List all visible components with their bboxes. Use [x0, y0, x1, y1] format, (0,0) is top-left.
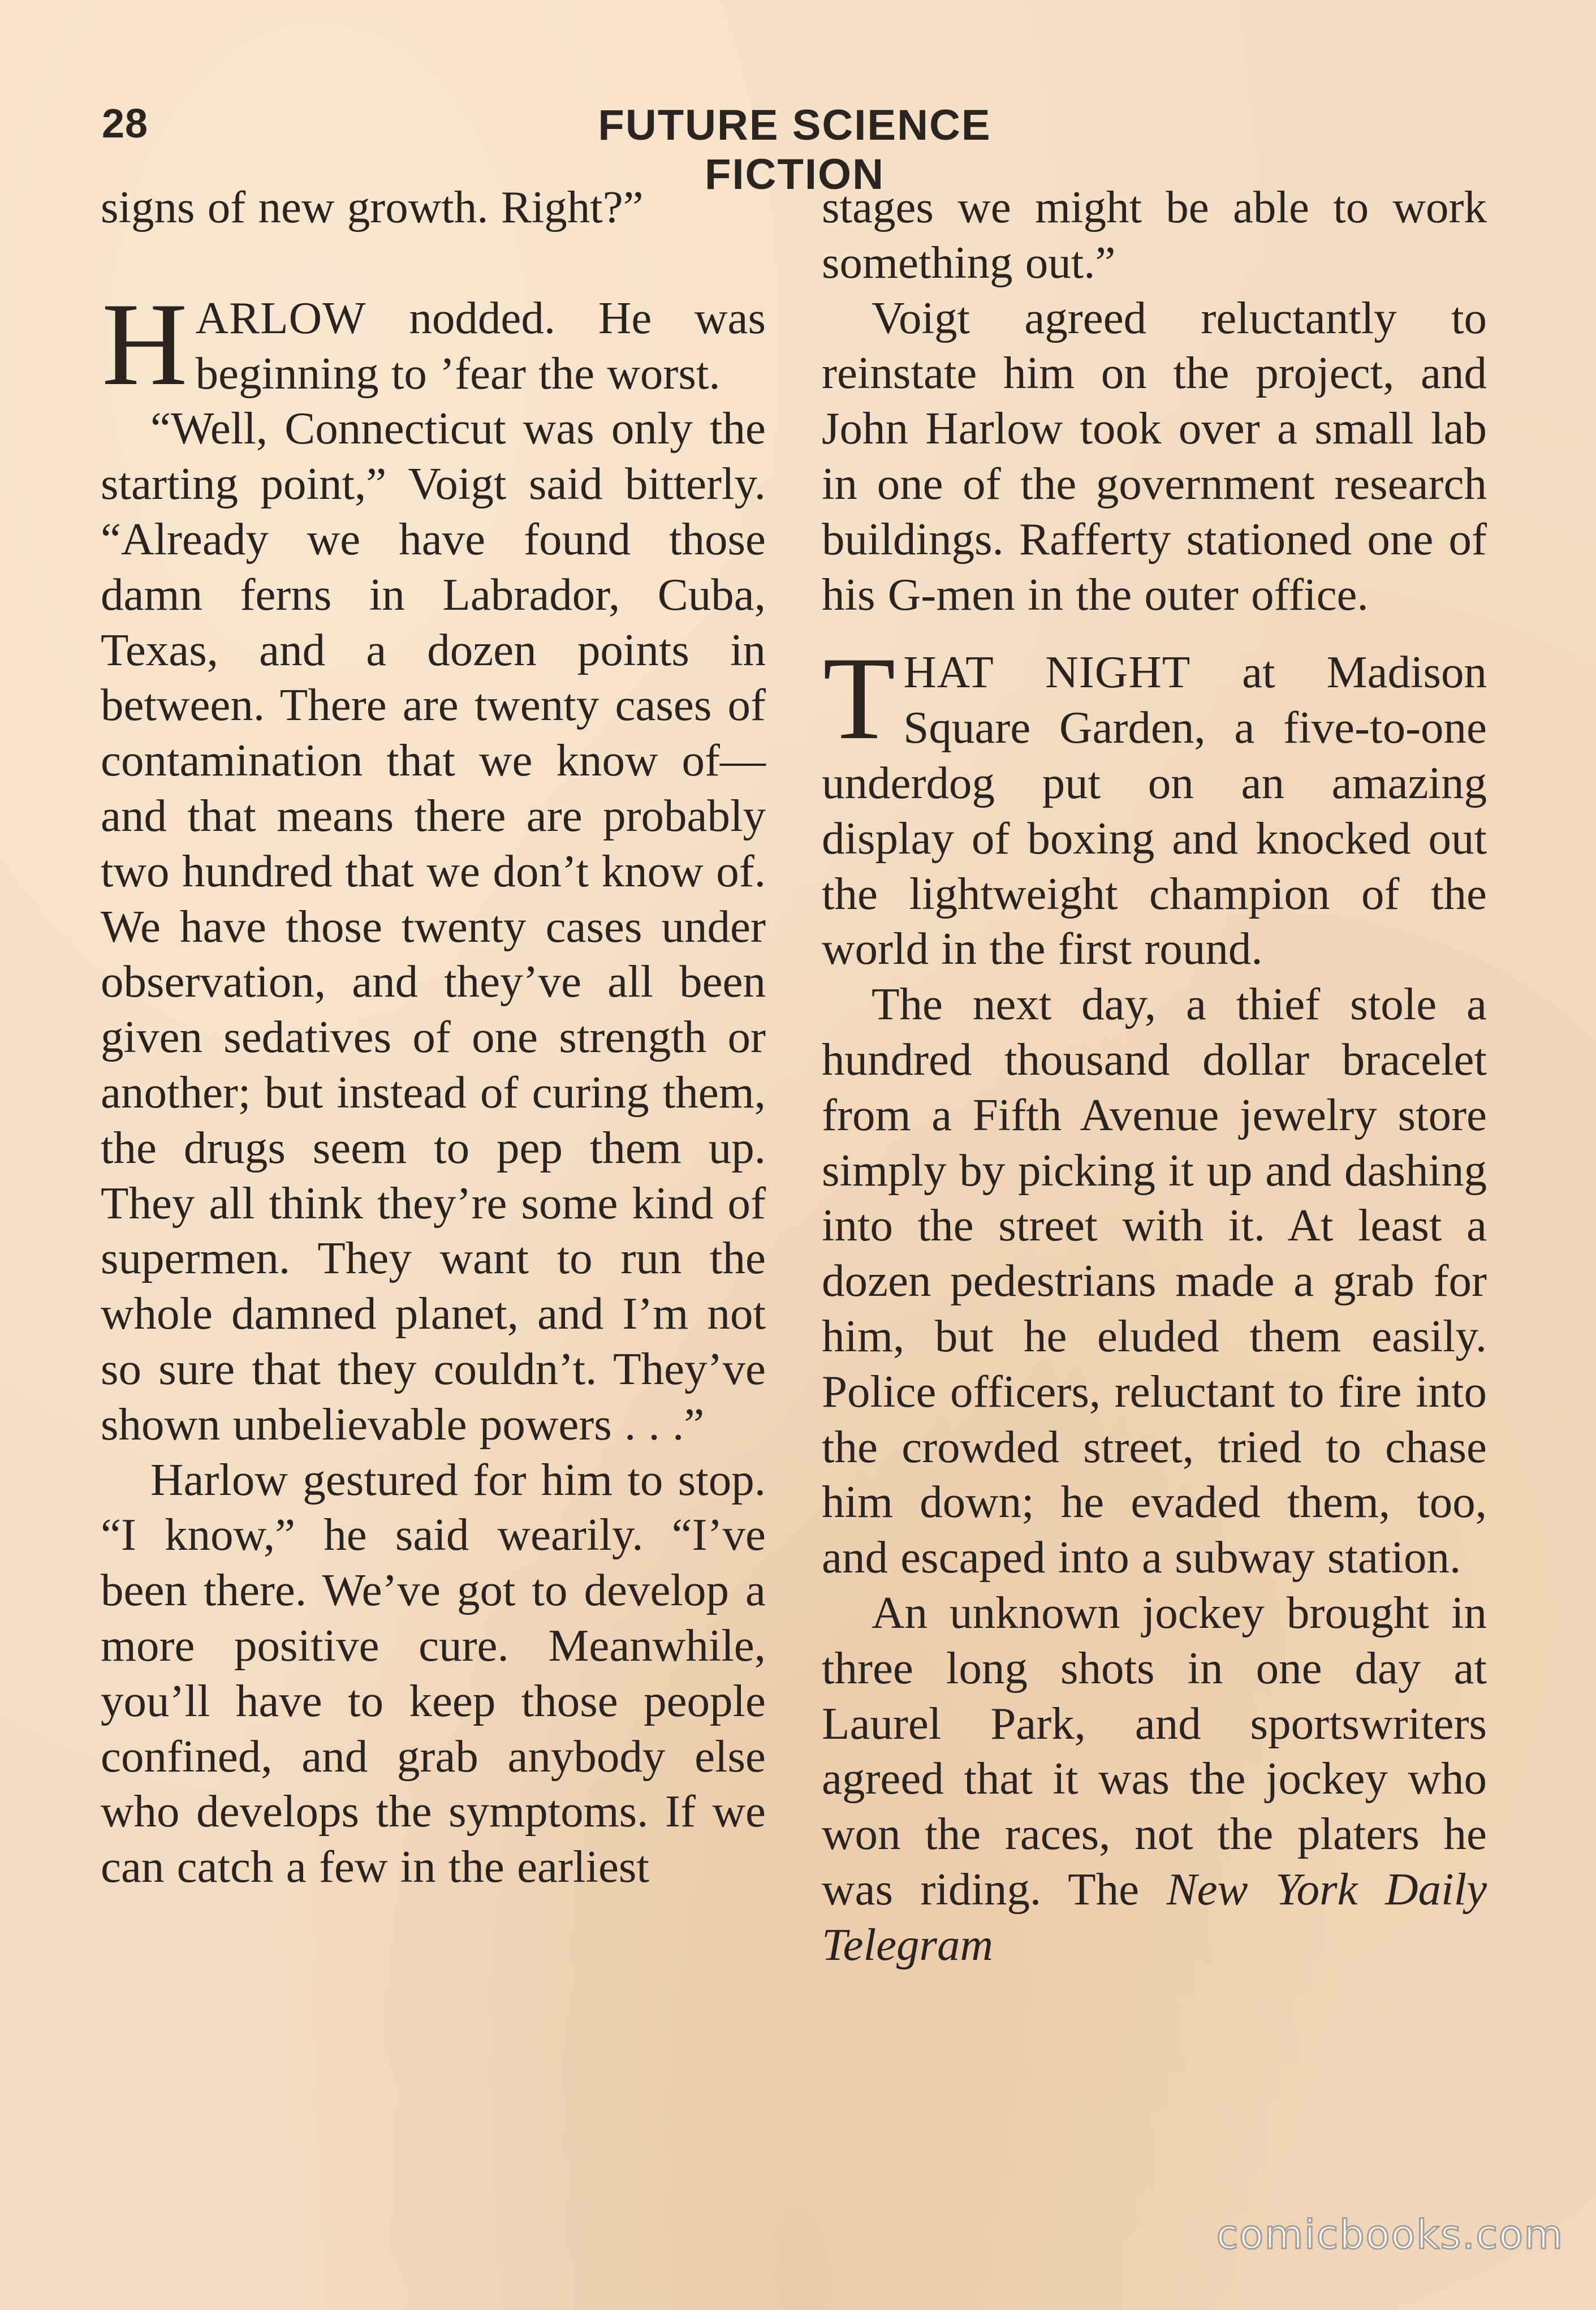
- lead-in-caps: ARLOW: [195, 292, 366, 343]
- paragraph-dropcap: [101, 278, 766, 410]
- running-head: FUTURE SCIENCE FICTION: [598, 101, 991, 199]
- paragraph-text: nodded. He was beginning to ’fear the worst.: [195, 292, 766, 399]
- newspaper-title: New York Daily Telegram: [822, 1863, 1487, 1970]
- right-column: [822, 180, 1487, 1973]
- paragraph-text: at Madison Square Garden, a five-to-one underdog put on an amazing display of boxing and knocked out the lightweight champion of the world in the first round.: [822, 647, 1487, 975]
- paragraph: [822, 1585, 1487, 1973]
- paragraph: Harlow gestured for him to stop. “I know,” he said wearily. “I’ve been there. We’ve got to develop a more positive cure. Meanwhile, you’ll have to keep those people confined, and grab anybody else who develops the symptoms. If we can catch a few in the earliest: [101, 1454, 766, 1893]
- drop-cap: H: [102, 278, 188, 410]
- drop-cap: T: [823, 633, 896, 765]
- paragraph: Voigt agreed reluctantly to reinstate him on the project, and John Harlow took over a small lab in one of the government research buildings. Rafferty stationed one of his G-men in the outer office.: [822, 292, 1487, 620]
- paragraph-text: An unknown jockey brought in three long shots in one day at Laurel Park, and sportswriters agreed that it was the jockey who won the races, not the platers he was riding. The: [822, 1587, 1487, 1915]
- paragraph-dropcap: [822, 633, 1487, 977]
- paragraph: stages we might be able to work something out.”: [822, 182, 1487, 288]
- lead-in-caps: HAT NIGHT: [903, 647, 1191, 698]
- paragraph: signs of new growth. Right?”: [101, 182, 644, 232]
- paragraph: “Well, Connecticut was only the starting point,” Voigt said bitterly. “Already we have found those damn ferns in Labrador, Cuba, Texas, and a dozen points in between. There are twenty cases of contamination that we know of—and that means there are probably two hundred that we don’t know of. We have those twenty cases under observation, and they’ve all been given sedatives of one strength or another; but instead of curing them, the drugs seem to pep them up. They all think they’re some kind of supermen. They want to run the whole damned planet, and I’m not so sure that they couldn’t. They’ve shown unbelievable powers . . .”: [101, 403, 766, 1450]
- watermark: comicbooks.com: [1216, 2212, 1564, 2258]
- paragraph: The next day, a thief stole a hundred thousand dollar bracelet from a Fifth Avenue jewelry store simply by picking it up and dashing into the street with it. At least a dozen pedestrians made a grab for him, but he eluded them easily. Police officers, reluctant to fire into the crowded street, tried to chase him down; he evaded them, too, and escaped into a subway station.: [822, 979, 1487, 1583]
- left-column: [101, 180, 766, 1895]
- page-number: 28: [102, 101, 149, 146]
